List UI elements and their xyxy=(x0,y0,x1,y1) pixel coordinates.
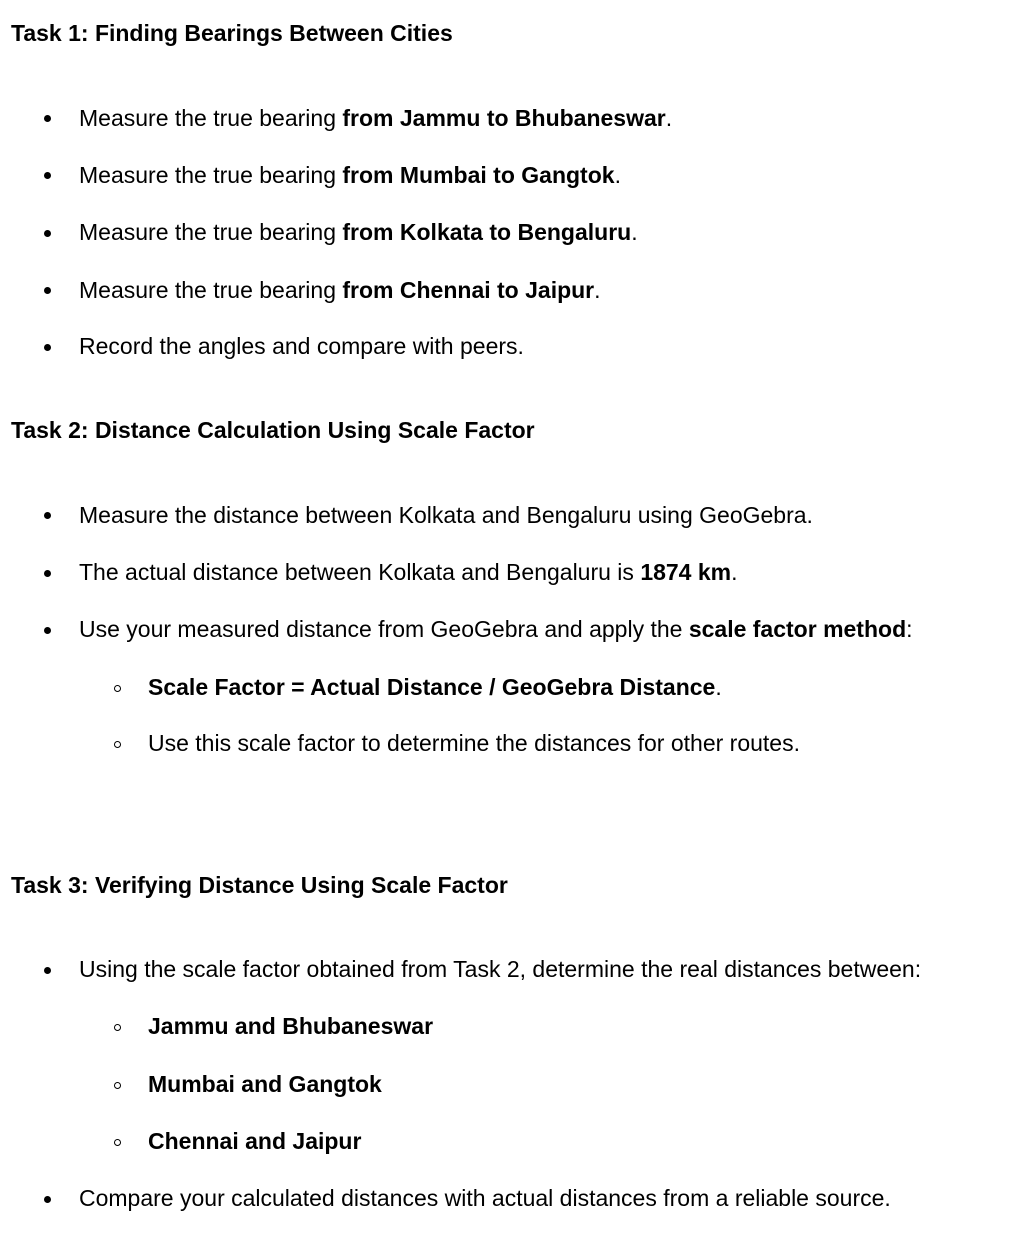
task2-heading: Task 2: Distance Calculation Using Scale Factor xyxy=(11,417,535,443)
task1-item-3: Measure the true bearing from Kolkata to Bengaluru. xyxy=(79,219,638,245)
task3-item-2: Compare your calculated distances with actual distances from a reliable source. xyxy=(79,1185,891,1211)
task2-subitem-2: Use this scale factor to determine the distances for other routes. xyxy=(148,730,800,756)
task3-subitem-1: Jammu and Bhubaneswar xyxy=(148,1013,434,1039)
task1-item-2: Measure the true bearing from Mumbai to Gangtok. xyxy=(79,162,621,188)
circle-bullet-icon xyxy=(114,1082,121,1089)
bullet-icon xyxy=(44,344,51,351)
task2-item-3: Use your measured distance from GeoGebra and apply the scale factor method: xyxy=(79,616,913,642)
bullet-icon xyxy=(44,1196,51,1203)
bullet-icon xyxy=(44,627,51,634)
bullet-icon xyxy=(44,172,51,179)
task2-item-2: The actual distance between Kolkata and Bengaluru is 1874 km. xyxy=(79,559,738,585)
task1-item-5: Record the angles and compare with peers. xyxy=(79,333,524,359)
bullet-icon xyxy=(44,115,51,122)
task1-item-1: Measure the true bearing from Jammu to Bhubaneswar. xyxy=(79,105,673,131)
circle-bullet-icon xyxy=(114,1139,121,1146)
bullet-icon xyxy=(44,570,51,577)
circle-bullet-icon xyxy=(114,741,121,748)
task2-item-1: Measure the distance between Kolkata and Bengaluru using GeoGebra. xyxy=(79,502,813,528)
bullet-icon xyxy=(44,287,51,294)
task3-item-1: Using the scale factor obtained from Task 2, determine the real distances between: xyxy=(79,956,922,982)
task2-subitem-1: Scale Factor = Actual Distance / GeoGebra Distance. xyxy=(148,674,722,700)
task3-heading: Task 3: Verifying Distance Using Scale Factor xyxy=(11,872,508,898)
bullet-icon xyxy=(44,230,51,237)
task3-subitem-2: Mumbai and Gangtok xyxy=(148,1071,382,1097)
bullet-icon xyxy=(44,512,51,519)
task1-heading: Task 1: Finding Bearings Between Cities xyxy=(11,20,453,46)
circle-bullet-icon xyxy=(114,1024,121,1031)
circle-bullet-icon xyxy=(114,685,121,692)
bullet-icon xyxy=(44,967,51,974)
task1-item-4: Measure the true bearing from Chennai to Jaipur. xyxy=(79,277,601,303)
task3-subitem-3: Chennai and Jaipur xyxy=(148,1128,362,1154)
